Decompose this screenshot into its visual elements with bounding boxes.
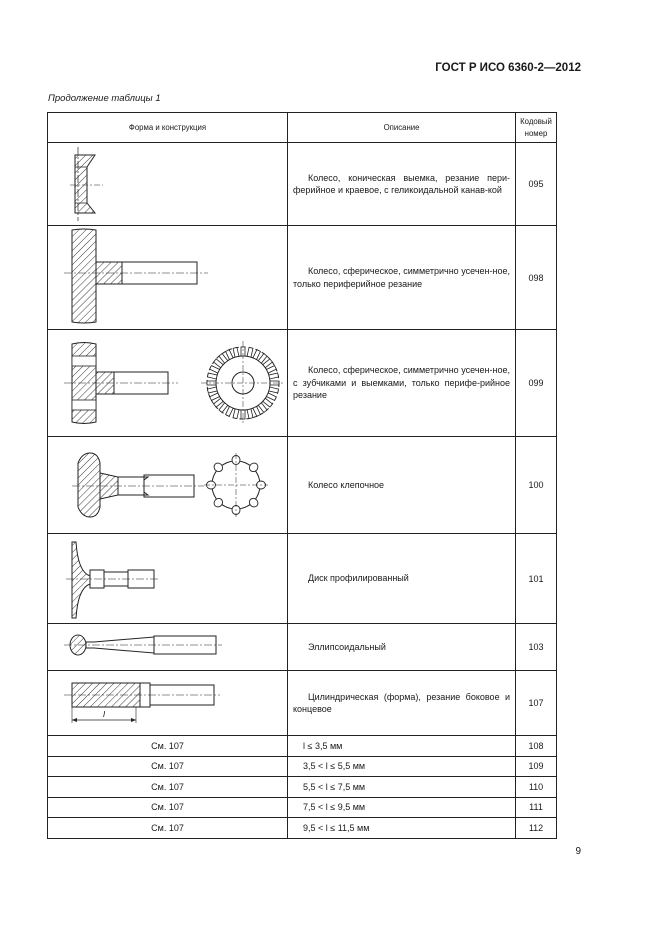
figure-cell: [48, 437, 288, 534]
description-cell: Колесо клепочное: [288, 437, 516, 534]
wheel-tooth: [210, 366, 220, 374]
wheel-tooth: [214, 359, 224, 368]
table-row: [48, 797, 557, 818]
code-cell: 098: [516, 226, 557, 330]
code-cell: 099: [516, 330, 557, 437]
code-cell: 111: [516, 797, 557, 818]
table-row: [48, 143, 557, 226]
figure-cell: [48, 534, 288, 624]
wheel-tooth: [207, 387, 217, 393]
range-cell: l ≤ 3,5 мм: [288, 736, 516, 757]
wheel-tooth: [253, 350, 261, 360]
code-cell: 103: [516, 624, 557, 671]
conical-wheel-figure: [48, 143, 288, 225]
page-number: 9: [575, 846, 581, 857]
table-row: [48, 534, 557, 624]
dimension-label: l: [103, 710, 105, 719]
wheel-tooth: [233, 409, 239, 419]
wheel-tooth: [269, 387, 279, 393]
column-header-form: Форма и конструкция: [48, 113, 288, 143]
table-row: [48, 736, 557, 757]
rivet-bump: [212, 497, 224, 509]
wheel-tooth: [247, 347, 253, 357]
wheel-tooth: [266, 366, 276, 374]
wheel-tooth: [269, 373, 279, 379]
range-cell: 3,5 < l ≤ 5,5 мм: [288, 756, 516, 777]
figure-cell: [48, 226, 288, 330]
table-row: [48, 226, 557, 330]
range-cell: 5,5 < l ≤ 7,5 мм: [288, 777, 516, 798]
wheel-tooth: [233, 347, 239, 357]
rivet-wheel-figure: [48, 437, 288, 533]
range-cell: 7,5 < l ≤ 9,5 мм: [288, 797, 516, 818]
reference-cell: См. 107: [48, 818, 288, 839]
code-cell: 109: [516, 756, 557, 777]
description-cell: Колесо, сферическое, симметрично усечен-ное, только периферийное резание: [288, 226, 516, 330]
wheel-tooth: [226, 406, 234, 416]
wheel-tooth: [219, 403, 228, 413]
description-cell: Колесо, коническая выемка, резание пери-ферийное и краевое, с геликоидальной канав-кой: [288, 143, 516, 226]
code-cell: 110: [516, 777, 557, 798]
figure-cell: [48, 143, 288, 226]
table-caption: Продолжение таблицы 1: [48, 93, 161, 104]
table-row: [48, 777, 557, 798]
wheel-tooth: [258, 354, 267, 364]
figure-cell: [48, 330, 288, 437]
code-cell: 101: [516, 534, 557, 624]
toothed-spherical-wheel-figure: [48, 330, 288, 436]
cylindrical-figure: [48, 671, 288, 735]
range-cell: 9,5 < l ≤ 11,5 мм: [288, 818, 516, 839]
reference-cell: См. 107: [48, 797, 288, 818]
table-header-row: [48, 113, 557, 143]
wheel-tooth: [210, 393, 220, 401]
wheel-tooth: [258, 403, 267, 413]
wheel-tooth: [263, 359, 273, 368]
wheel-tooth: [247, 409, 253, 419]
column-header-code: Кодовый номер: [516, 113, 557, 143]
wheel-tooth: [207, 373, 217, 379]
description-cell: Цилиндрическая (форма), резание боковое и концевое: [288, 671, 516, 736]
description-cell: Диск профилированный: [288, 534, 516, 624]
table-row: [48, 330, 557, 437]
description-cell: Колесо, сферическое, симметрично усечен-ное, с зубчиками и выемками, только перифе-рийное резание: [288, 330, 516, 437]
table-row: [48, 437, 557, 534]
rivet-bump: [212, 461, 224, 473]
standard-number: ГОСТ Р ИСО 6360-2—2012: [435, 62, 581, 74]
table-row: [48, 624, 557, 671]
wheel-tooth: [214, 398, 224, 407]
figure-cell: [48, 624, 288, 671]
description-cell: Эллипсоидальный: [288, 624, 516, 671]
wheel-tooth: [263, 398, 273, 407]
reference-cell: См. 107: [48, 736, 288, 757]
reference-cell: См. 107: [48, 756, 288, 777]
wheel-tooth: [266, 393, 276, 401]
rivet-bump: [248, 497, 260, 509]
figure-cell: [48, 671, 288, 736]
profiled-disc-figure: [48, 534, 288, 623]
column-header-description: Описание: [288, 113, 516, 143]
code-cell: 112: [516, 818, 557, 839]
table-row: [48, 818, 557, 839]
code-cell: 095: [516, 143, 557, 226]
table-row: [48, 756, 557, 777]
code-cell: 100: [516, 437, 557, 534]
reference-cell: См. 107: [48, 777, 288, 798]
wheel-tooth: [226, 350, 234, 360]
spherical-wheel-figure: [48, 226, 288, 329]
code-cell: 107: [516, 671, 557, 736]
wheel-tooth: [253, 406, 261, 416]
ellipsoidal-figure: [48, 624, 288, 670]
code-cell: 108: [516, 736, 557, 757]
wheel-tooth: [219, 354, 228, 364]
tool-shapes-table: [47, 112, 557, 839]
table-row: [48, 671, 557, 736]
rivet-bump: [248, 461, 260, 473]
